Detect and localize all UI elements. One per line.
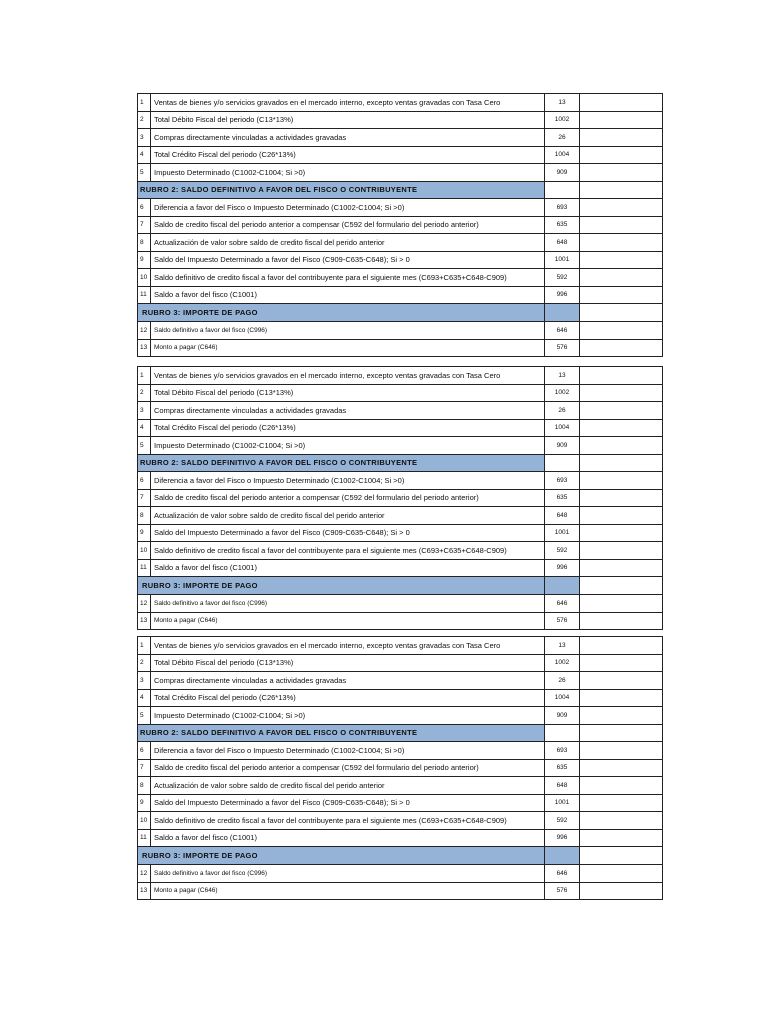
line-number: 9	[138, 524, 151, 542]
line-description: Actualización de valor sobre saldo de credito fiscal del perido anterior	[151, 507, 545, 525]
line-number: 2	[138, 654, 151, 672]
line-code: 26	[545, 402, 580, 420]
amount-input-cell[interactable]	[580, 595, 663, 613]
line-code: 13	[545, 94, 580, 112]
table-row	[138, 777, 663, 795]
line-code: 1002	[545, 384, 580, 402]
line-code: 909	[545, 437, 580, 455]
amount-input-cell[interactable]	[580, 111, 663, 129]
rubro-2-title: RUBRO 2: SALDO DEFINITIVO A FAVOR DEL FISCO O CONTRIBUYENTE	[138, 724, 545, 742]
amount-input-cell[interactable]	[580, 882, 663, 900]
rubro-3-header-row	[138, 304, 663, 322]
line-description: Impuesto Determinado (C1002-C1004; Si >0)	[151, 707, 545, 725]
table-row	[138, 322, 663, 340]
line-description: Total Débito Fiscal del periodo (C13*13%)	[151, 384, 545, 402]
amount-input-cell[interactable]	[580, 164, 663, 182]
line-number: 4	[138, 419, 151, 437]
line-description: Impuesto Determinado (C1002-C1004; Si >0)	[151, 164, 545, 182]
line-code: 592	[545, 542, 580, 560]
line-description: Impuesto Determinado (C1002-C1004; Si >0)	[151, 437, 545, 455]
amount-input-cell[interactable]	[580, 269, 663, 287]
table-row	[138, 559, 663, 577]
tax-form-table-2	[137, 366, 663, 630]
line-number: 7	[138, 759, 151, 777]
table-row	[138, 637, 663, 655]
table-row	[138, 129, 663, 147]
table-row	[138, 794, 663, 812]
tax-form-table-3	[137, 636, 663, 900]
table-row	[138, 419, 663, 437]
amount-input-cell[interactable]	[580, 707, 663, 725]
line-number: 6	[138, 199, 151, 217]
header-empty-cell	[545, 304, 580, 322]
line-number: 11	[138, 286, 151, 304]
line-code: 909	[545, 707, 580, 725]
line-number: 10	[138, 812, 151, 830]
table-row	[138, 164, 663, 182]
line-number: 12	[138, 865, 151, 883]
line-code: 996	[545, 829, 580, 847]
line-number: 1	[138, 637, 151, 655]
table-row	[138, 865, 663, 883]
rubro-3-title: RUBRO 3: IMPORTE DE PAGO	[138, 847, 545, 865]
table-row	[138, 612, 663, 630]
table-row	[138, 524, 663, 542]
line-description: Saldo definitivo a favor del fisco (C996)	[151, 865, 545, 883]
table-row	[138, 742, 663, 760]
line-code: 1001	[545, 251, 580, 269]
line-code: 1004	[545, 689, 580, 707]
line-description: Compras directamente vinculadas a actividades gravadas	[151, 672, 545, 690]
line-number: 2	[138, 111, 151, 129]
header-empty-cell	[580, 181, 663, 199]
amount-input-cell[interactable]	[580, 402, 663, 420]
line-description: Saldo del Impuesto Determinado a favor del Fisco (C909-C635-C648); Si > 0	[151, 524, 545, 542]
line-code: 26	[545, 129, 580, 147]
amount-input-cell[interactable]	[580, 759, 663, 777]
line-code: 646	[545, 595, 580, 613]
line-code: 576	[545, 612, 580, 630]
line-description: Ventas de bienes y/o servicios gravados en el mercado interno, excepto ventas gravadas con Tasa Cero	[151, 367, 545, 385]
line-number: 9	[138, 794, 151, 812]
line-code: 996	[545, 559, 580, 577]
header-empty-cell	[545, 181, 580, 199]
amount-input-cell[interactable]	[580, 384, 663, 402]
amount-input-cell[interactable]	[580, 437, 663, 455]
line-description: Total Crédito Fiscal del periodo (C26*13%)	[151, 419, 545, 437]
line-description: Saldo definitivo de credito fiscal a favor del contribuyente para el siguiente mes (C693+C635+C648-C909)	[151, 542, 545, 560]
table-row	[138, 199, 663, 217]
line-number: 8	[138, 234, 151, 252]
line-code: 693	[545, 472, 580, 490]
line-description: Compras directamente vinculadas a actividades gravadas	[151, 402, 545, 420]
amount-input-cell[interactable]	[580, 637, 663, 655]
line-number: 3	[138, 402, 151, 420]
table-row	[138, 94, 663, 112]
amount-input-cell[interactable]	[580, 612, 663, 630]
line-description: Actualización de valor sobre saldo de credito fiscal del perido anterior	[151, 234, 545, 252]
line-description: Compras directamente vinculadas a actividades gravadas	[151, 129, 545, 147]
line-description: Saldo definitivo de credito fiscal a favor del contribuyente para el siguiente mes (C693+C635+C648-C909)	[151, 812, 545, 830]
line-code: 635	[545, 759, 580, 777]
amount-input-cell[interactable]	[580, 654, 663, 672]
line-number: 12	[138, 322, 151, 340]
line-number: 3	[138, 672, 151, 690]
tax-form-table-1	[137, 93, 663, 357]
line-description: Ventas de bienes y/o servicios gravados en el mercado interno, excepto ventas gravadas con Tasa Cero	[151, 94, 545, 112]
line-number: 6	[138, 742, 151, 760]
line-code: 1001	[545, 524, 580, 542]
table-row	[138, 146, 663, 164]
table-row	[138, 437, 663, 455]
header-empty-cell	[580, 724, 663, 742]
amount-input-cell[interactable]	[580, 472, 663, 490]
line-number: 7	[138, 216, 151, 234]
amount-input-cell[interactable]	[580, 689, 663, 707]
line-code: 693	[545, 199, 580, 217]
amount-input-cell[interactable]	[580, 419, 663, 437]
line-description: Saldo definitivo a favor del fisco (C996)	[151, 595, 545, 613]
line-description: Saldo de credito fiscal del periodo anterior a compensar (C592 del formulario del periodo anterior)	[151, 759, 545, 777]
line-description: Actualización de valor sobre saldo de credito fiscal del perido anterior	[151, 777, 545, 795]
line-description: Total Crédito Fiscal del periodo (C26*13%)	[151, 689, 545, 707]
amount-input-cell[interactable]	[580, 777, 663, 795]
line-description: Total Crédito Fiscal del periodo (C26*13%)	[151, 146, 545, 164]
line-description: Saldo del Impuesto Determinado a favor del Fisco (C909-C635-C648); Si > 0	[151, 251, 545, 269]
rubro-2-header-row	[138, 454, 663, 472]
line-description: Saldo a favor del fisco (C1001)	[151, 559, 545, 577]
line-code: 592	[545, 269, 580, 287]
table-row	[138, 689, 663, 707]
line-description: Monto a pagar (C646)	[151, 612, 545, 630]
line-number: 12	[138, 595, 151, 613]
line-number: 9	[138, 251, 151, 269]
line-number: 1	[138, 367, 151, 385]
table-row	[138, 759, 663, 777]
header-empty-cell	[580, 454, 663, 472]
table-row	[138, 472, 663, 490]
table-row	[138, 384, 663, 402]
line-number: 1	[138, 94, 151, 112]
line-description: Diferencia a favor del Fisco o Impuesto Determinado (C1002-C1004; Si >0)	[151, 742, 545, 760]
line-number: 7	[138, 489, 151, 507]
line-number: 8	[138, 777, 151, 795]
amount-input-cell[interactable]	[580, 129, 663, 147]
line-description: Diferencia a favor del Fisco o Impuesto Determinado (C1002-C1004; Si >0)	[151, 472, 545, 490]
header-empty-cell	[545, 847, 580, 865]
amount-input-cell[interactable]	[580, 524, 663, 542]
amount-input-cell[interactable]	[580, 672, 663, 690]
table-row	[138, 269, 663, 287]
line-number: 6	[138, 472, 151, 490]
table-row	[138, 507, 663, 525]
line-number: 10	[138, 269, 151, 287]
line-description: Saldo de credito fiscal del periodo anterior a compensar (C592 del formulario del periodo anterior)	[151, 216, 545, 234]
line-code: 648	[545, 507, 580, 525]
amount-input-cell[interactable]	[580, 199, 663, 217]
line-number: 5	[138, 164, 151, 182]
amount-input-cell[interactable]	[580, 322, 663, 340]
table-row	[138, 595, 663, 613]
amount-input-cell[interactable]	[580, 146, 663, 164]
line-description: Saldo definitivo de credito fiscal a favor del contribuyente para el siguiente mes (C693+C635+C648-C909)	[151, 269, 545, 287]
amount-input-cell[interactable]	[580, 559, 663, 577]
table-row	[138, 672, 663, 690]
line-code: 909	[545, 164, 580, 182]
rubro-3-title: RUBRO 3: IMPORTE DE PAGO	[138, 577, 545, 595]
table-row	[138, 707, 663, 725]
line-description: Saldo de credito fiscal del periodo anterior a compensar (C592 del formulario del periodo anterior)	[151, 489, 545, 507]
rubro-3-header-row	[138, 847, 663, 865]
line-code: 576	[545, 339, 580, 357]
line-number: 13	[138, 612, 151, 630]
table-row	[138, 111, 663, 129]
amount-input-cell[interactable]	[580, 339, 663, 357]
amount-input-cell[interactable]	[580, 216, 663, 234]
line-number: 5	[138, 707, 151, 725]
table-row	[138, 812, 663, 830]
amount-input-cell[interactable]	[580, 367, 663, 385]
rubro-3-title: RUBRO 3: IMPORTE DE PAGO	[138, 304, 545, 322]
line-description: Diferencia a favor del Fisco o Impuesto Determinado (C1002-C1004; Si >0)	[151, 199, 545, 217]
amount-input-cell[interactable]	[580, 234, 663, 252]
line-description: Ventas de bienes y/o servicios gravados en el mercado interno, excepto ventas gravadas con Tasa Cero	[151, 637, 545, 655]
line-code: 646	[545, 865, 580, 883]
table-row	[138, 339, 663, 357]
table-row	[138, 829, 663, 847]
header-empty-cell	[580, 577, 663, 595]
line-number: 13	[138, 882, 151, 900]
amount-input-cell[interactable]	[580, 251, 663, 269]
table-row	[138, 882, 663, 900]
line-number: 4	[138, 146, 151, 164]
line-code: 693	[545, 742, 580, 760]
table-row	[138, 489, 663, 507]
line-number: 8	[138, 507, 151, 525]
amount-input-cell[interactable]	[580, 829, 663, 847]
header-empty-cell	[580, 847, 663, 865]
line-description: Saldo a favor del fisco (C1001)	[151, 286, 545, 304]
line-code: 576	[545, 882, 580, 900]
table-row	[138, 654, 663, 672]
amount-input-cell[interactable]	[580, 94, 663, 112]
amount-input-cell[interactable]	[580, 865, 663, 883]
amount-input-cell[interactable]	[580, 794, 663, 812]
line-number: 13	[138, 339, 151, 357]
line-code: 1001	[545, 794, 580, 812]
line-code: 592	[545, 812, 580, 830]
rubro-2-header-row	[138, 181, 663, 199]
line-code: 996	[545, 286, 580, 304]
amount-input-cell[interactable]	[580, 507, 663, 525]
line-code: 635	[545, 216, 580, 234]
line-description: Saldo definitivo a favor del fisco (C996)	[151, 322, 545, 340]
rubro-2-header-row	[138, 724, 663, 742]
header-empty-cell	[545, 724, 580, 742]
header-empty-cell	[545, 577, 580, 595]
line-number: 11	[138, 559, 151, 577]
line-code: 13	[545, 367, 580, 385]
line-code: 1002	[545, 111, 580, 129]
line-number: 10	[138, 542, 151, 560]
line-code: 648	[545, 234, 580, 252]
rubro-2-title: RUBRO 2: SALDO DEFINITIVO A FAVOR DEL FISCO O CONTRIBUYENTE	[138, 181, 545, 199]
rubro-2-title: RUBRO 2: SALDO DEFINITIVO A FAVOR DEL FISCO O CONTRIBUYENTE	[138, 454, 545, 472]
line-description: Total Débito Fiscal del periodo (C13*13%)	[151, 654, 545, 672]
amount-input-cell[interactable]	[580, 742, 663, 760]
line-code: 1004	[545, 419, 580, 437]
table-row	[138, 234, 663, 252]
line-code: 13	[545, 637, 580, 655]
amount-input-cell[interactable]	[580, 812, 663, 830]
table-row	[138, 542, 663, 560]
line-number: 11	[138, 829, 151, 847]
table-row	[138, 286, 663, 304]
table-row	[138, 367, 663, 385]
table-row	[138, 216, 663, 234]
amount-input-cell[interactable]	[580, 542, 663, 560]
line-description: Monto a pagar (C646)	[151, 339, 545, 357]
line-description: Saldo del Impuesto Determinado a favor del Fisco (C909-C635-C648); Si > 0	[151, 794, 545, 812]
amount-input-cell[interactable]	[580, 489, 663, 507]
line-code: 646	[545, 322, 580, 340]
line-number: 4	[138, 689, 151, 707]
rubro-3-header-row	[138, 577, 663, 595]
line-number: 5	[138, 437, 151, 455]
line-number: 2	[138, 384, 151, 402]
header-empty-cell	[580, 304, 663, 322]
line-description: Saldo a favor del fisco (C1001)	[151, 829, 545, 847]
table-row	[138, 402, 663, 420]
line-code: 1002	[545, 654, 580, 672]
header-empty-cell	[545, 454, 580, 472]
line-code: 26	[545, 672, 580, 690]
amount-input-cell[interactable]	[580, 286, 663, 304]
line-description: Monto a pagar (C646)	[151, 882, 545, 900]
line-code: 648	[545, 777, 580, 795]
line-code: 635	[545, 489, 580, 507]
line-description: Total Débito Fiscal del periodo (C13*13%)	[151, 111, 545, 129]
line-number: 3	[138, 129, 151, 147]
line-code: 1004	[545, 146, 580, 164]
table-row	[138, 251, 663, 269]
